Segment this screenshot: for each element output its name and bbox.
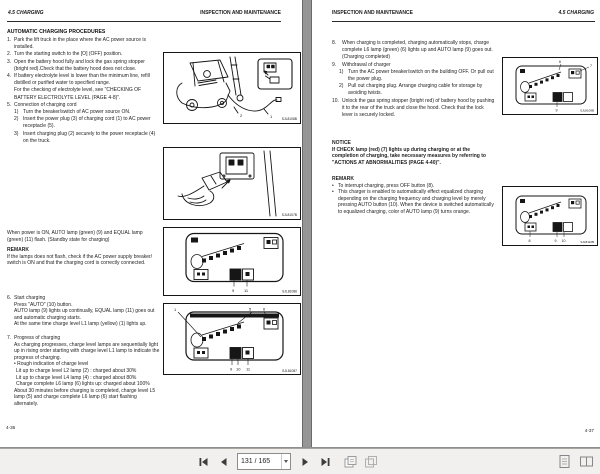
remark-item [332,189,495,215]
step-text: If battery electrolyte level is lower than the minimum line, refill distilled or purified water to specified range. [14,73,150,87]
page-header-title: INSPECTION AND MAINTENANCE [332,10,413,16]
first-page-icon [197,456,209,468]
figure-code: SJL8110B [580,240,594,244]
step-text: For the checking of electrolyte level, see "CHECKING OF BATTERY ELECTROLYTE LEVEL (PAGE 4-8)". [14,87,142,101]
substep-text: Turn the breaker/switch of AC power source ON. [23,109,131,116]
step-number: 2. [7,51,12,58]
previous-page-button[interactable] [214,453,231,470]
substep-number: 2) [339,83,344,90]
charge-level-row: Charge complete L6 lamp (6) lights up: charged about 100% [16,381,150,388]
next-page-icon [300,456,312,468]
page-header-title: INSPECTION AND MAINTENANCE [200,10,281,16]
standby-note: When power is ON, AUTO lamp (green) (9) and EQUAL lamp (green) (11) flash. (Standby state for charging) [7,230,143,243]
step-text: Park the lift truck in the place where the AC power source is installed. [14,37,147,51]
procedure-step [332,62,495,69]
notice-block [332,140,495,166]
page-header-section: 4.5 CHARGING [8,10,44,16]
fit-width-icon [579,455,594,468]
substep-number: 1) [339,68,344,75]
last-page-button[interactable] [317,453,334,470]
plug-insertion-illustration [164,148,300,219]
step-number: 9. [332,61,337,68]
step-number: 7. [7,335,12,341]
step-text: Unlock the gas spring stopper (bright red) of battery hood by pushing it to the rear of the truck and close the hood. Check that the lock lever is securely locked. [342,97,495,119]
section-title: AUTOMATIC CHARGING PROCEDURES [7,29,106,35]
step-indent [7,87,14,101]
step-7-block [7,335,160,408]
notice-text: If CHECK lamp (red) (7) lights up during charging or at the completion of charging, take necessary measures by referring to "ACTIONS AT ABNORMALITIES (PAGE 4-40)". [332,146,486,166]
procedure-step [332,98,495,120]
procedure-list [7,28,160,145]
procedure-list [332,40,495,119]
figure-code: SJL8108B [281,117,297,121]
substep-number: 1) [14,109,19,116]
procedure-substep [14,116,160,130]
figure-charger-panel-standby [163,227,301,296]
book-view-button[interactable] [361,453,378,470]
figure-plug-insertion [163,147,301,220]
procedure-substep [14,109,160,116]
remark-block [7,247,160,267]
document-page-left [0,0,303,447]
procedure-substep [14,131,160,145]
chevron-down-icon [284,460,288,463]
charger-panel-illustration [164,304,300,374]
step-title: Progress of charging [14,335,61,341]
last-page-icon [320,456,332,468]
step-text: When charging is completed, charging automatically stops, charge complete L6 lamp (green) (6) lights up and AUTO lamp (9) goes out. (Charging completed) [342,40,493,61]
step-line: Press "AUTO" (10) button. [14,301,73,308]
header-rule [7,21,281,22]
step-title: Start charging [14,295,46,301]
callout-number: 8 [528,239,531,243]
substep-text: Insert the power plug (3) of charging cord (1) to AC power receptacle (5). [23,116,151,130]
document-page-right [311,0,600,447]
callout-number: 7 [590,64,592,68]
callout-number: 9 [554,239,557,243]
step-number: 4. [7,73,12,80]
page-dropdown-button[interactable] [281,454,290,469]
figure-forklift-charging [163,52,301,124]
fit-page-icon [558,454,571,469]
remark-title: REMARK [7,247,29,253]
callout-number: 2 [240,113,243,118]
procedure-substep [339,69,495,83]
remark-text: To interrupt charging, press OFF button (8). [338,182,435,189]
callout-number: 9 [555,108,558,113]
page-gutter [303,0,311,447]
callout-number: 1 [270,114,273,119]
step-text: Withdrawal of charger [342,61,391,68]
callout-number: 5 [249,306,252,312]
callout-number: 10 [236,366,241,372]
figure-code: SJL81087 [282,369,297,373]
charger-panel-illustration [503,58,597,114]
page-header-section: 4.5 CHARGING [558,10,594,16]
charger-panel-illustration [503,187,597,245]
procedure-step [7,59,160,73]
figure-charger-panel-buttons [502,186,598,246]
bullet: • [332,182,334,189]
previous-page-icon [217,456,229,468]
remark-block [332,176,495,216]
forklift-illustration [164,53,300,123]
step-line: About 30 minutes before charging is completed, charge level L5 lamp (5) and charge complete L6 lamp (6) start flashing alternately. [14,387,156,407]
fit-width-button[interactable] [578,453,595,470]
step-line: At the same time charge level L1 lamp (yellow) (1) lights up. [14,321,147,328]
substep-text: Pull out charging plug. Arrange charging cable for storage by avoiding twists. [348,83,483,97]
callout-number: 11 [244,288,249,293]
remark-item [332,183,495,190]
step-line: As charging progresses, charge level lamps are sequentially light up in rising order starting with charge level L1 lamp to indicate the progress of charging. [14,341,160,361]
step-line: AUTO lamp (9) lights up continually, EQUAL lamp (11) goes out and automatic charging starts. [14,308,155,321]
step-number: 3. [7,58,12,65]
procedure-step [7,73,160,87]
first-page-button[interactable] [194,453,211,470]
view-mode-group [556,449,595,474]
figure-charger-panel-complete [502,57,598,115]
bullet: • [332,189,334,196]
substep-number: 3) [14,130,19,137]
step-number: 8. [332,40,337,46]
charge-level-row: Lit up to charge level L4 lamp (4) : charged about 80% [16,374,137,381]
page-number-input[interactable] [238,456,281,468]
callout-number: 6 [263,306,266,312]
callout-number: 9 [232,288,235,293]
procedure-step [7,37,160,51]
step-text: Connection of charging cord [14,101,77,108]
page-number-combobox [237,453,291,470]
viewer-toolbar [0,448,600,474]
charger-panel-illustration [164,228,300,295]
notice-title: NOTICE [332,140,351,146]
substep-number: 2) [14,116,19,123]
procedure-step [7,51,160,58]
page-number: 4-36 [6,425,16,430]
step-text: Open the battery hood fully and lock the gas spring stopper (bright red).Check that the battery hood does not close. [14,58,145,72]
callout-number: 6 [559,60,561,64]
page-navigation [194,449,378,474]
bullet-line: • Rough indication of charge level [14,361,89,368]
figure-code: SJL81086 [282,289,297,294]
header-rule [332,21,595,22]
procedure-step-continued [7,87,160,101]
remark-text: If the lamps does not flash, check if the AC power supply breaker/ switch is ON and that the charging cord is correctly connected. [7,253,153,267]
procedure-step [7,102,160,109]
facing-pages-button[interactable] [341,453,358,470]
step-number: 10. [332,97,339,104]
step-number: 1. [7,37,12,43]
remark-title: REMARK [332,176,354,182]
charge-level-row: Lit up to charge level L2 lamp (2) : charged about 30% [16,367,137,374]
procedure-substep [339,83,495,97]
substep-text: Insert charging plug (2) securely to the power receptacle (4) on the truck. [23,130,156,144]
figure-charger-panel-charging [163,303,301,375]
figure-code: SJL8107B [281,213,297,217]
callout-number: 10 [561,239,566,243]
facing-pages-icon [343,455,357,469]
callout-number: 1 [174,307,177,312]
callout-number: 11 [246,366,251,372]
fit-page-button[interactable] [556,453,573,470]
next-page-button[interactable] [297,453,314,470]
callout-number: 9 [230,366,233,372]
figure-code: SJL8109B [580,108,594,113]
remark-text: This charger is enabled to automatically effect equalized charging depending on the charging frequency and charging level by merely pressing AUTO button (10). When the device is switched automatically to equalized charging, color of AUTO lamp (9) turns orange. [338,189,494,215]
substep-text: Turn the AC power breaker/switch on the building OFF. Or pull out the power plug. [348,68,494,83]
procedure-step [332,40,495,62]
step-number: 5. [7,101,12,108]
step-number: 6. [7,295,12,301]
book-view-icon [363,455,377,469]
step-text: Turn the starting switch to the [O] (OFF) position. [14,51,123,58]
step-6-block [7,295,160,328]
page-number: 4-37 [584,428,594,433]
